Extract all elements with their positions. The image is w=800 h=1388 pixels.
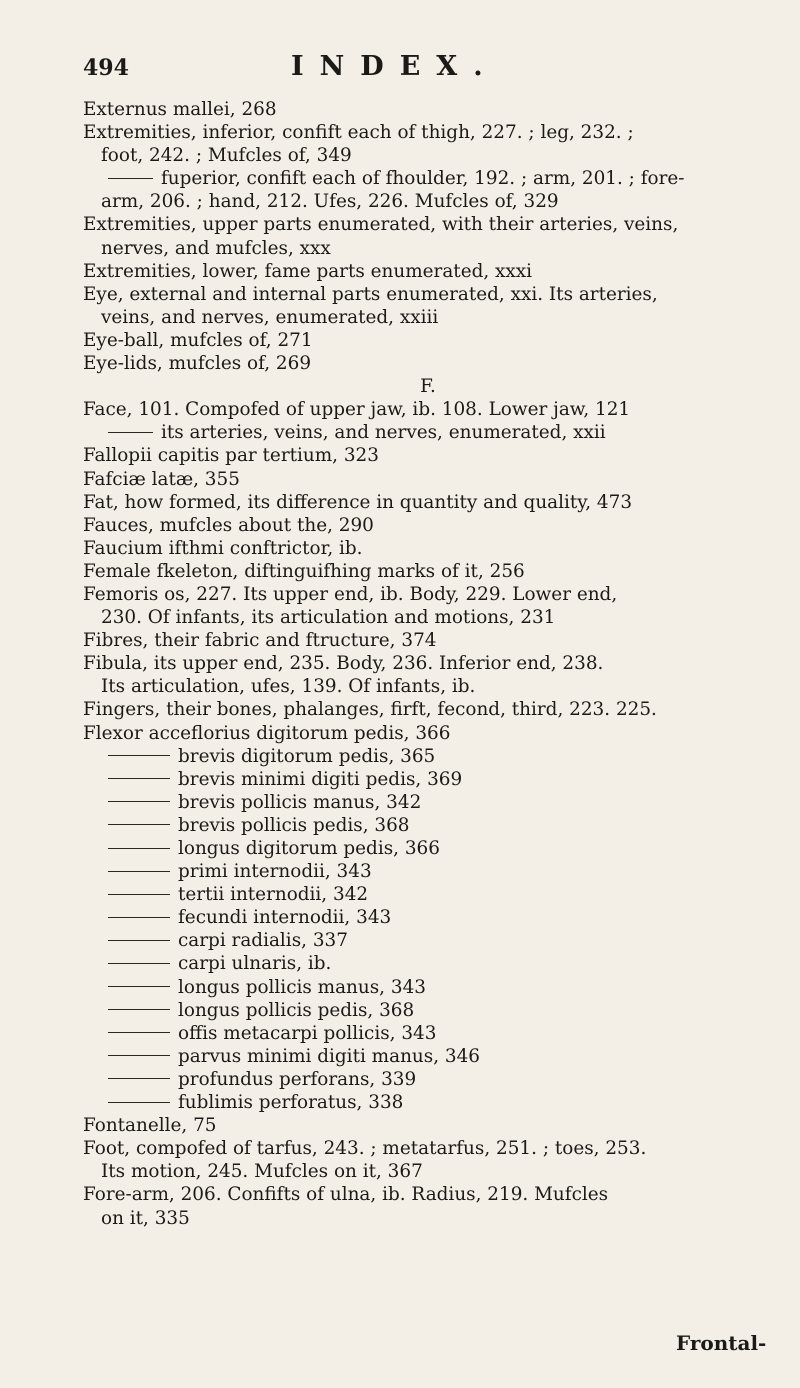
- index-entry: Femoris os, 227. Its upper end, ib. Body, 229. Lower end,: [83, 583, 618, 605]
- ditto-dash: [108, 178, 153, 179]
- ditto-dash: [108, 801, 170, 802]
- ditto-dash: [108, 848, 170, 849]
- index-entry: Female fkeleton, diftinguifhing marks of it, 256: [83, 560, 525, 582]
- ditto-dash: [108, 1078, 170, 1079]
- index-entry-continuation: veins, and nerves, enumerated, xxiii: [101, 306, 439, 328]
- subentry-text: fublimis perforatus, 338: [178, 1092, 404, 1114]
- index-entry: Face, 101. Compofed of upper jaw, ib. 108. Lower jaw, 121: [83, 399, 631, 421]
- ditto-dash: [108, 1055, 170, 1056]
- subentry-text: offis metacarpi pollicis, 343: [178, 1022, 437, 1044]
- index-subentry: [83, 883, 773, 906]
- index-entry: Foot, compofed of tarfus, 243. ; metatarfus, 251. ; toes, 253.: [83, 1138, 647, 1160]
- subentry-text: longus digitorum pedis, 366: [178, 838, 440, 859]
- index-subentry: [83, 814, 773, 837]
- index-entry-continuation: on it, 335: [101, 1207, 190, 1229]
- index-subentry: [83, 976, 773, 999]
- index-entry: Extremities, lower, fame parts enumerated, xxxi: [83, 260, 533, 282]
- index-subentry: [83, 1045, 773, 1068]
- index-entry-continuation: 230. Of infants, its articulation and motions, 231: [101, 607, 556, 629]
- index-subentry: [83, 837, 773, 860]
- index-entry: Extremities, inferior, confift each of thigh, 227. ; leg, 232. ;: [83, 122, 634, 144]
- index-entry: Extremities, upper parts enumerated, with their arteries, veins,: [83, 214, 679, 236]
- index-entry: Fauces, mufcles about the, 290: [83, 514, 374, 536]
- subentry-text: brevis digitorum pedis, 365: [178, 745, 436, 767]
- subentry-text: longus pollicis pedis, 368: [178, 999, 415, 1021]
- index-subentry: [83, 860, 773, 883]
- index-entry: Fontanelle, 75: [83, 1115, 217, 1137]
- index-entry-continuation: Its articulation, ufes, 139. Of infants, ib.: [101, 676, 476, 698]
- index-entry-continuation: Its motion, 245. Mufcles on it, 367: [101, 1161, 423, 1183]
- index-entry-continuation: nerves, and mufcles, xxx: [101, 237, 331, 259]
- subentry-text: fecundi internodii, 343: [178, 907, 392, 929]
- section-letter: F.: [420, 376, 436, 398]
- subentry-text: longus pollicis manus, 343: [178, 976, 426, 998]
- ditto-dash: [108, 778, 170, 779]
- index-entry: Fingers, their bones, phalanges, firft, fecond, third, 223. 225.: [83, 699, 657, 721]
- ditto-dash: [108, 986, 170, 987]
- index-subentry: [83, 1091, 773, 1114]
- ditto-dash: [108, 963, 170, 964]
- index-entries: [83, 98, 773, 1230]
- page-number: 494: [83, 55, 129, 81]
- ditto-dash: [108, 871, 170, 872]
- catchword: Frontal-: [676, 1331, 767, 1355]
- index-entry: Eye-lids, mufcles of, 269: [83, 353, 312, 375]
- index-subentry: [83, 791, 773, 814]
- index-subentry: [83, 906, 773, 929]
- index-subentry: [83, 745, 773, 768]
- index-subentry: [83, 999, 773, 1022]
- ditto-dash: [108, 940, 170, 941]
- subentry-text: parvus minimi digiti manus, 346: [178, 1045, 481, 1067]
- subentry-text: tertii internodii, 342: [178, 884, 369, 906]
- index-entry: Fibula, its upper end, 235. Body, 236. Inferior end, 238.: [83, 653, 604, 675]
- subentry-text: brevis pollicis pedis, 368: [178, 814, 410, 836]
- index-entry: Fafciæ latæ, 355: [83, 468, 240, 490]
- index-subentry: [83, 952, 773, 975]
- index-entry-continuation: arm, 206. ; hand, 212. Ufes, 226. Mufcles of, 329: [101, 191, 559, 213]
- index-entry: Eye-ball, mufcles of, 271: [83, 329, 313, 351]
- subentry-text: fuperior, confift each of fhoulder, 192. ; arm, 201. ; fore-: [161, 168, 685, 190]
- subentry-text: profundus perforans, 339: [178, 1068, 417, 1090]
- ditto-dash: [108, 755, 170, 756]
- ditto-dash: [108, 824, 170, 825]
- index-entry-continuation: foot, 242. ; Mufcles of, 349: [101, 145, 352, 167]
- index-entry: Faucium ifthmi conftrictor, ib.: [83, 537, 363, 559]
- subentry-text: brevis pollicis manus, 342: [178, 791, 422, 813]
- running-title: INDEX.: [291, 51, 499, 82]
- ditto-dash: [108, 432, 153, 433]
- page-header: [83, 51, 773, 95]
- index-subentry: [83, 167, 773, 190]
- index-subentry: [83, 929, 773, 952]
- subentry-text: primi internodii, 343: [178, 861, 372, 883]
- index-subentry: [83, 1068, 773, 1091]
- index-subentry: [83, 768, 773, 791]
- ditto-dash: [108, 894, 170, 895]
- index-subentry: [83, 1022, 773, 1045]
- index-entry: Fallopii capitis par tertium, 323: [83, 445, 379, 467]
- ditto-dash: [108, 1102, 170, 1103]
- index-entry: Fat, how formed, its difference in quantity and quality, 473: [83, 491, 633, 513]
- ditto-dash: [108, 1032, 170, 1033]
- index-entry: Fore-arm, 206. Confifts of ulna, ib. Radius, 219. Mufcles: [83, 1184, 609, 1206]
- index-entry: Flexor acceflorius digitorum pedis, 366: [83, 722, 451, 744]
- index-entry: Eye, external and internal parts enumerated, xxi. Its arteries,: [83, 283, 658, 305]
- ditto-dash: [108, 917, 170, 918]
- ditto-dash: [108, 1009, 170, 1010]
- index-entry: Externus mallei, 268: [83, 99, 277, 120]
- subentry-text: brevis minimi digiti pedis, 369: [178, 768, 463, 790]
- subentry-text: its arteries, veins, and nerves, enumerated, xxii: [161, 422, 606, 444]
- index-subentry: [83, 421, 773, 444]
- index-entry: Fibres, their fabric and ftructure, 374: [83, 630, 437, 652]
- subentry-text: carpi ulnaris, ib.: [178, 953, 332, 975]
- subentry-text: carpi radialis, 337: [178, 930, 348, 952]
